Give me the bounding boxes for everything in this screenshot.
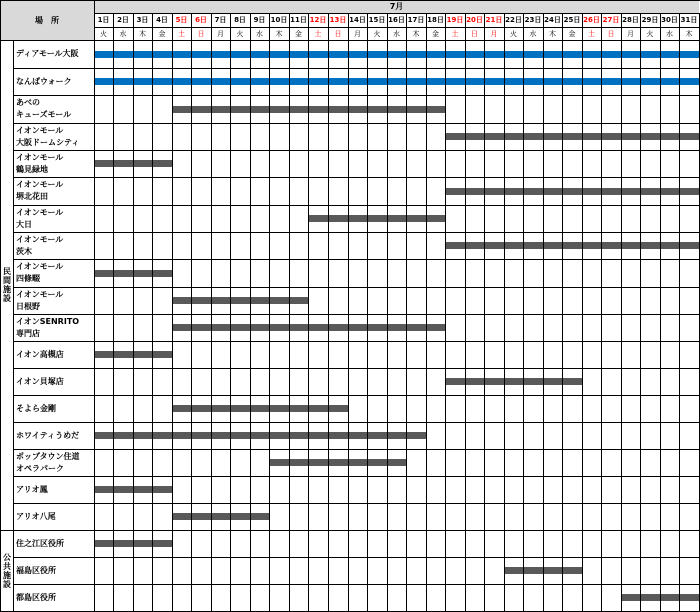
day-of-week: 水 [666,30,673,38]
day-number: 16日 [388,16,405,24]
location-name: ポップタウン住道 [16,452,80,461]
day-number: 11日 [290,16,307,24]
table-border-top [0,0,700,1]
day-of-week: 月 [627,30,634,38]
day-of-week: 土 [314,30,322,38]
location-name: あべの [16,98,40,107]
row-line [13,150,700,151]
day-line [504,13,505,612]
location-name: イオン貝塚店 [16,377,64,386]
location-name: オペラパーク [16,464,64,473]
location-name: 日根野 [16,302,40,311]
row-line [13,503,700,504]
day-line [660,13,661,612]
day-of-week: 木 [139,30,146,38]
location-name: 堺北花田 [16,192,48,201]
location-name: イオンSENRITO [16,317,80,326]
day-number: 23日 [524,16,542,24]
day-line [172,13,173,612]
day-line [562,13,563,612]
location-name: キューズモール [16,110,72,119]
row-line [0,530,700,531]
day-line [426,13,427,612]
day-line [211,13,212,612]
day-number: 1日 [97,16,110,24]
day-number: 25日 [563,16,581,24]
day-number: 22日 [505,16,522,24]
day-of-week: 金 [432,30,439,38]
location-name: イオンモール [16,235,64,244]
day-line [269,13,270,612]
row-line [13,232,700,233]
day-number: 6日 [195,16,207,24]
day-number: 30日 [661,16,678,24]
row-line [13,259,700,260]
day-number: 4日 [156,16,168,24]
day-of-week: 日 [334,30,342,38]
category-label: 民間施設 [2,267,12,303]
location-name: アリオ八尾 [16,512,56,521]
category-label: 公共施設 [2,552,12,589]
row-line [13,287,700,288]
day-number: 19日 [446,16,464,24]
category-divider [13,40,14,612]
day-of-week: 月 [354,30,361,38]
day-line [289,13,290,612]
location-name: イオンモール [16,153,64,162]
day-of-week: 日 [197,30,205,38]
day-of-week: 日 [471,30,478,38]
day-number: 13日 [329,16,347,24]
location-name: アリオ鳳 [16,485,48,494]
day-of-week: 火 [373,30,381,38]
day-of-week: 金 [568,30,576,38]
day-number: 24日 [544,16,561,24]
day-line [640,13,641,612]
location-name: 福島区役所 [16,566,56,575]
row-line [13,95,700,96]
location-name: イオンモール [16,126,64,135]
location-name: 四條畷 [16,274,40,283]
day-number: 17日 [407,16,425,24]
day-number: 31日 [680,16,698,24]
day-of-week: 月 [217,30,224,38]
day-of-week: 月 [490,30,498,38]
day-line [484,13,485,612]
day-line [152,13,153,612]
day-of-week: 火 [646,30,654,38]
day-number: 10日 [270,16,288,24]
day-of-week: 土 [178,30,185,38]
day-of-week: 火 [100,30,107,38]
day-line [348,13,349,612]
day-line [679,13,680,612]
location-name: ディアモール大阪 [16,49,79,58]
location-name: なんばウォーク [16,77,72,86]
day-of-week: 日 [607,30,615,38]
day-line [191,13,192,612]
month-label: 7月 [389,2,404,11]
name-divider [94,0,95,612]
row-line [13,177,700,178]
day-line [601,13,602,612]
category-cell [0,40,13,530]
header-line [94,27,700,28]
day-line [328,13,329,612]
location-name: イオンモール [16,262,64,271]
day-of-week: 木 [275,30,283,38]
schedule-bar [94,51,700,58]
location-header-label: 場 所 [35,16,59,25]
day-line [582,13,583,612]
location-name: 茨木 [16,247,32,256]
day-number: 9日 [253,16,266,24]
schedule-bar [172,513,270,520]
schedule-bar [94,78,700,85]
location-name: 都島区役所 [16,593,56,602]
row-line [13,341,700,342]
day-number: 12日 [309,16,327,24]
day-line [308,13,309,612]
day-line [523,13,524,612]
location-name: イオンモール [16,180,64,189]
day-of-week: 木 [549,30,556,38]
day-of-week: 土 [451,30,459,38]
day-line [445,13,446,612]
header-bottom-line [0,40,700,41]
day-of-week: 火 [236,30,244,38]
day-number: 14日 [349,16,366,24]
day-of-week: 水 [393,30,400,38]
row-line [13,205,700,206]
day-number: 3日 [136,16,149,24]
day-line [230,13,231,612]
table-border-left [0,0,1,612]
day-number: 18日 [427,16,444,24]
day-of-week: 火 [510,30,517,38]
location-name: 大日 [16,220,32,229]
day-number: 2日 [117,16,129,24]
row-line [13,476,700,477]
schedule-bar [172,324,446,331]
schedule-bar [172,405,349,412]
category-cell [0,530,13,611]
day-number: 29日 [641,16,659,24]
day-line [621,13,622,612]
row-line [13,395,700,396]
day-line [543,13,544,612]
location-name: イオン高槻店 [16,350,64,359]
schedule-bar [94,432,427,439]
day-number: 5日 [175,16,188,24]
row-line [13,123,700,124]
header-line [94,13,700,14]
location-name: そよら金剛 [16,404,56,413]
day-of-week: 水 [529,30,537,38]
row-line [13,68,700,69]
day-line [465,13,466,612]
day-of-week: 金 [158,30,166,38]
day-line [133,13,134,612]
row-line [13,368,700,369]
day-number: 26日 [583,16,600,24]
day-line [250,13,251,612]
day-of-week: 水 [119,30,127,38]
schedule-bar [172,106,446,113]
day-line [113,13,114,612]
row-line [13,314,700,315]
day-of-week: 木 [412,30,420,38]
location-name: 専門店 [16,329,40,338]
day-of-week: 水 [256,30,263,38]
row-line [13,557,700,558]
day-line [387,13,388,612]
location-name: 住之江区役所 [16,539,64,548]
day-of-week: 木 [685,30,693,38]
day-line [367,13,368,612]
day-number: 20日 [466,16,483,24]
day-number: 21日 [485,16,503,24]
day-line [406,13,407,612]
location-name: 鶴見緑地 [16,165,48,174]
day-number: 15日 [368,16,386,24]
location-name: イオンモール [16,290,64,299]
day-number: 27日 [602,16,620,24]
day-of-week: 土 [588,30,595,38]
day-of-week: 金 [295,30,302,38]
day-number: 28日 [622,16,639,24]
day-number: 8日 [234,16,246,24]
location-name: ホワイティうめだ [16,431,80,440]
row-line [13,422,700,423]
location-name: 大阪ドームシティ [16,138,80,147]
location-name: イオンモール [16,208,64,217]
row-line [13,449,700,450]
day-number: 7日 [214,16,227,24]
row-line [13,584,700,585]
